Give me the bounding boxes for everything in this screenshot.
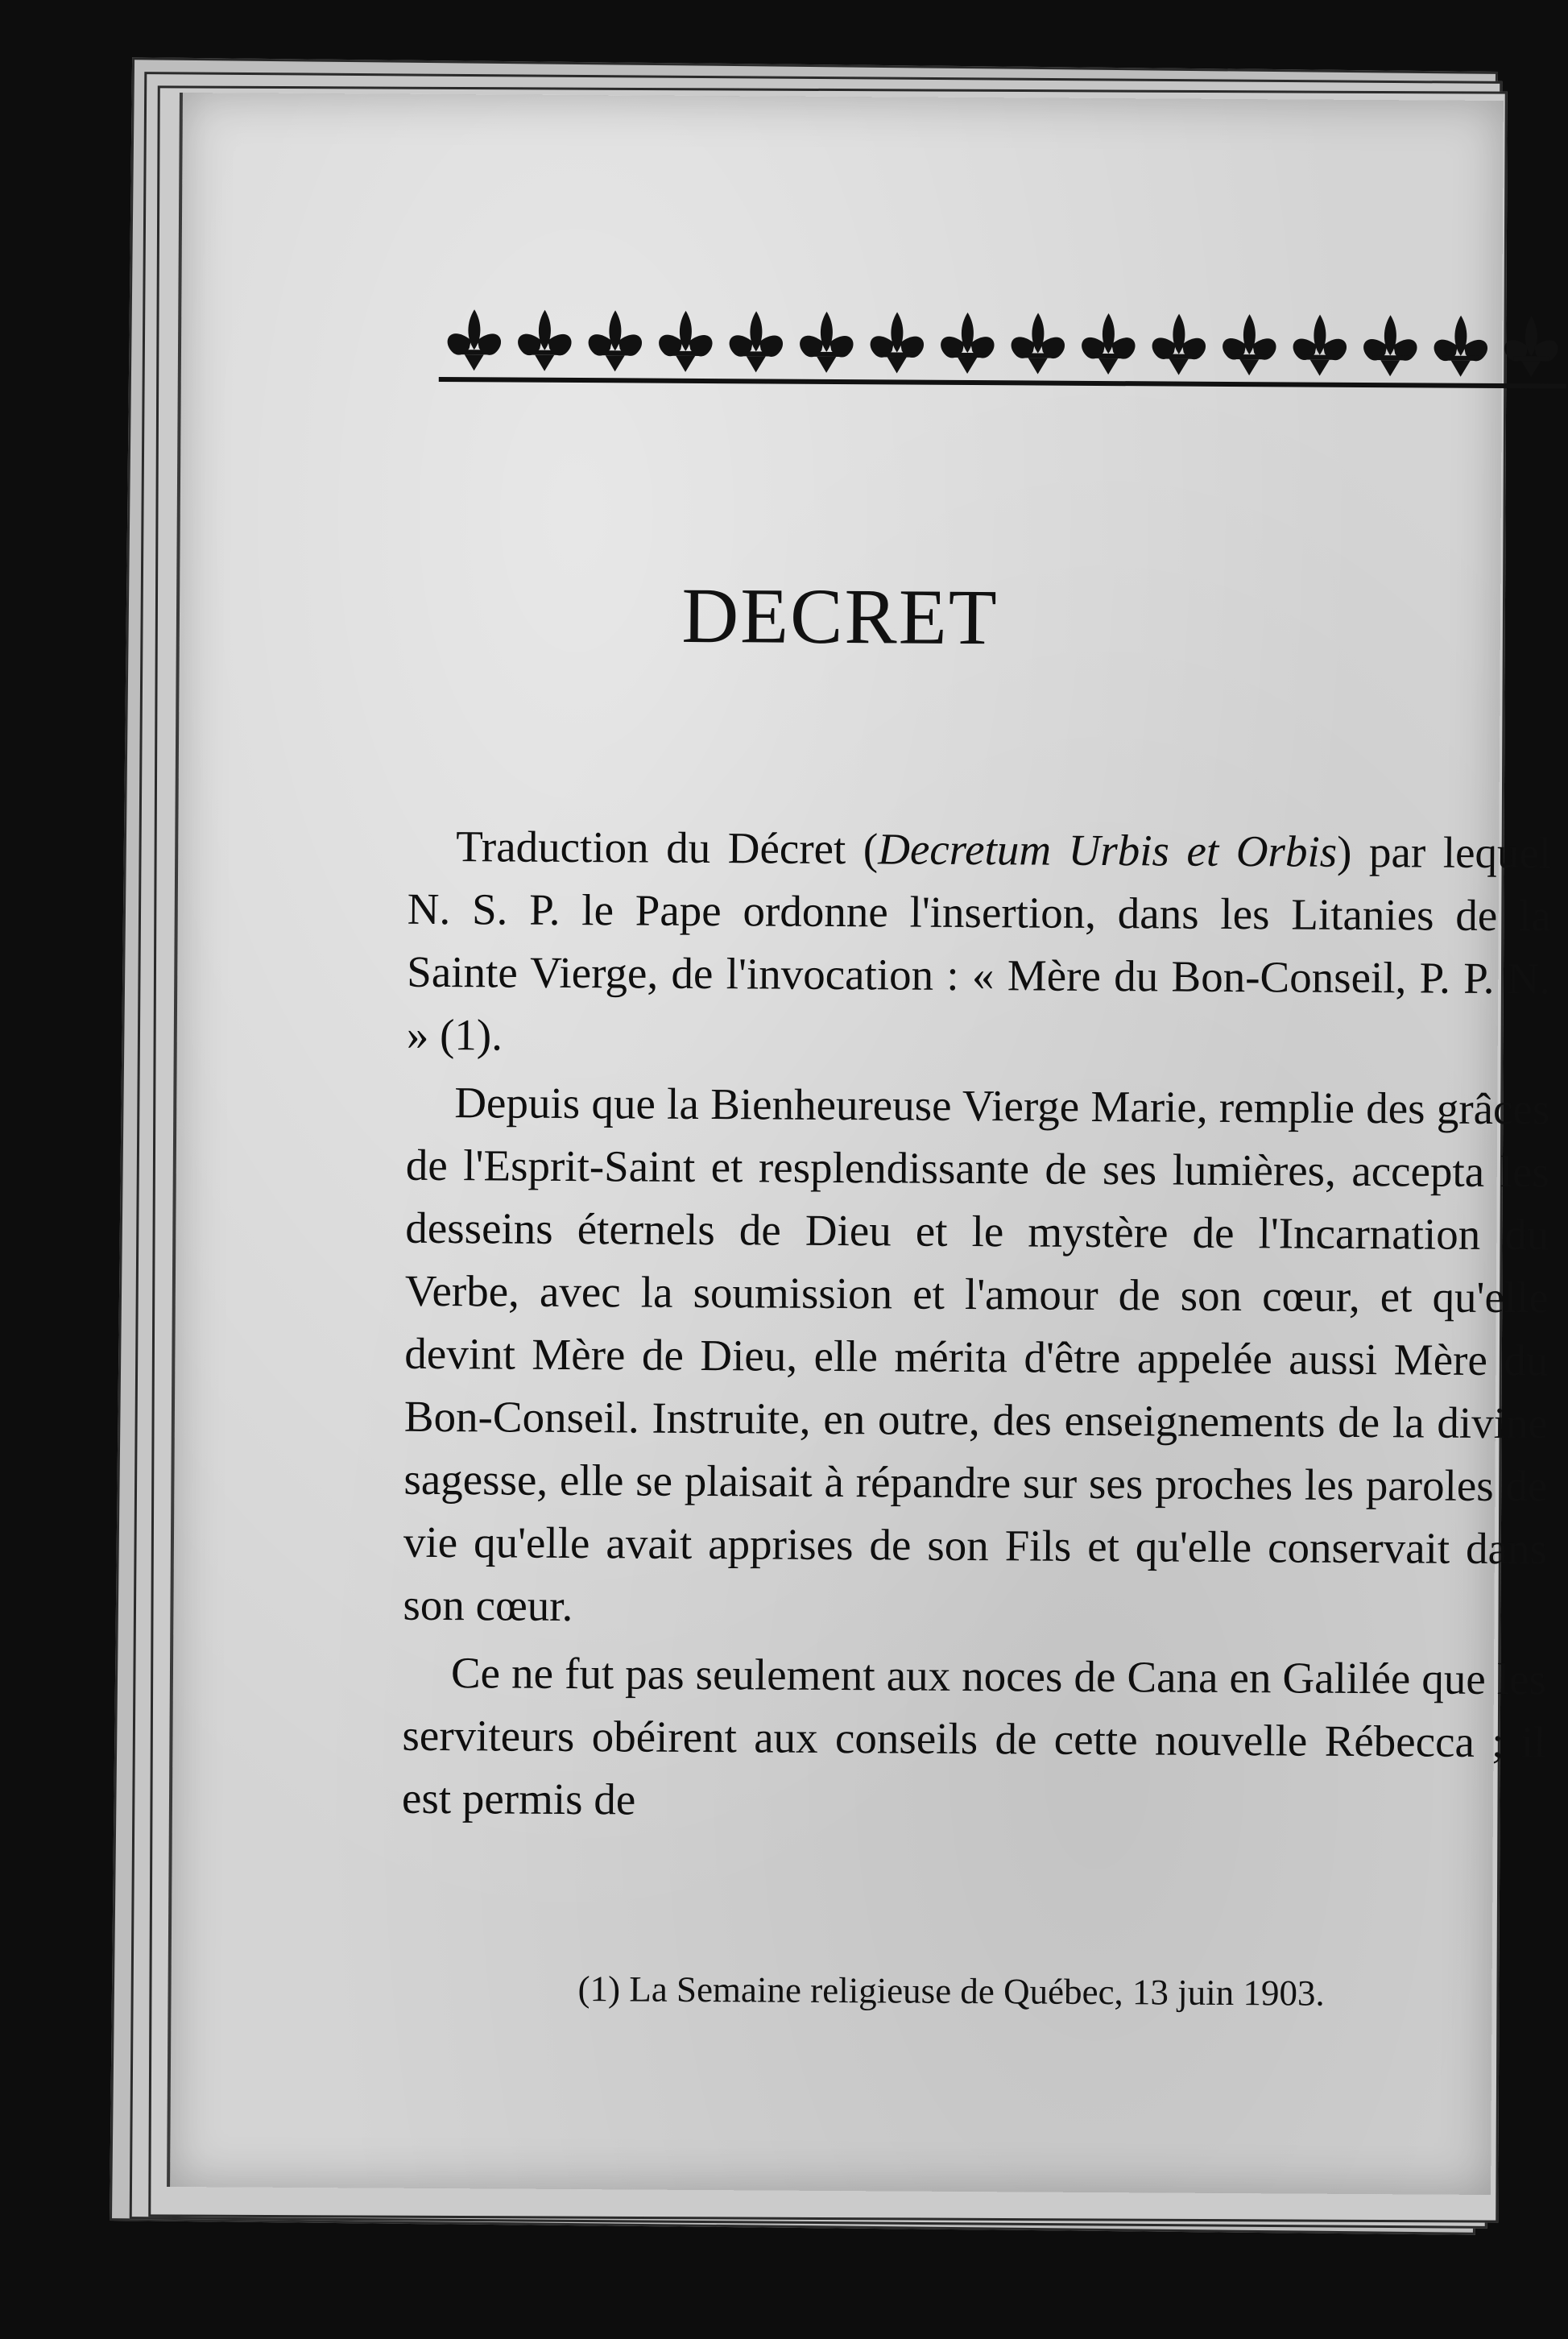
fleur-de-lis-icon — [870, 312, 924, 373]
fleur-de-lis-icon — [1363, 315, 1417, 376]
fleur-de-lis-icon — [447, 309, 501, 371]
fleur-de-lis-icon — [1011, 313, 1065, 374]
fleur-de-lis-icon — [729, 311, 783, 372]
fleur-de-lis-icon — [659, 311, 713, 372]
fleur-de-lis-icon — [1434, 316, 1487, 377]
fleur-de-lis-icon — [941, 313, 995, 374]
body-text — [402, 815, 1552, 1837]
fleur-de-lis-icon — [588, 310, 642, 371]
fleur-de-lis-icon — [1082, 313, 1136, 375]
page-title: DECRET — [681, 572, 999, 662]
fleur-de-lis-icon — [1223, 314, 1276, 375]
fleur-de-lis-band-icon — [439, 300, 1567, 395]
paragraph-2: Ce ne fut pas seulement aux noces de Cana en Galilée que les serviteurs obéirent aux conseils de cette nouvelle Rébecca ; il est permis de — [401, 1648, 1547, 1824]
intro-paragraph: Traduction du Décret (Decretum Urbis et Orbis) par lequel N. S. P. le Pape ordonne l'insertion, dans les Litanies de la Sainte Vierge, de l'invocation : « Mère du Bon-Conseil, P. P. N. » (1). — [406, 822, 1552, 1060]
book-page — [167, 93, 1552, 2195]
fleur-de-lis-icon — [1152, 313, 1206, 375]
footnote: (1) La Semaine religieuse de Québec, 13 juin 1903. — [577, 1968, 1325, 2014]
fleur-de-lis-icon — [1293, 314, 1347, 375]
fleur-de-lis-icon — [1504, 316, 1558, 377]
fleur-de-lis-icon — [800, 312, 854, 373]
fleur-de-lis-icon — [518, 310, 572, 371]
latin-title: Decretum Urbis et Orbis — [878, 824, 1338, 876]
paragraph-1: Depuis que la Bienheureuse Vierge Marie, remplie des grâces de l'Esprit-Saint et resplendissante de ses lumières, accepta les desseins éternels de Dieu et le mystère de l'Incarnation du Verbe, avec la soumission et l'amour de son cœur, et qu'elle devint Mère de Dieu, elle mérita d'être appelée aussi Mère du Bon-Conseil. Instruite, en outre, des enseignements de la divine sagesse, elle se plaisait à répandre sur ses proches les paroles de vie qu'elle avait apprises de son Fils et qu'elle conservait dans son cœur. — [403, 1078, 1550, 1631]
